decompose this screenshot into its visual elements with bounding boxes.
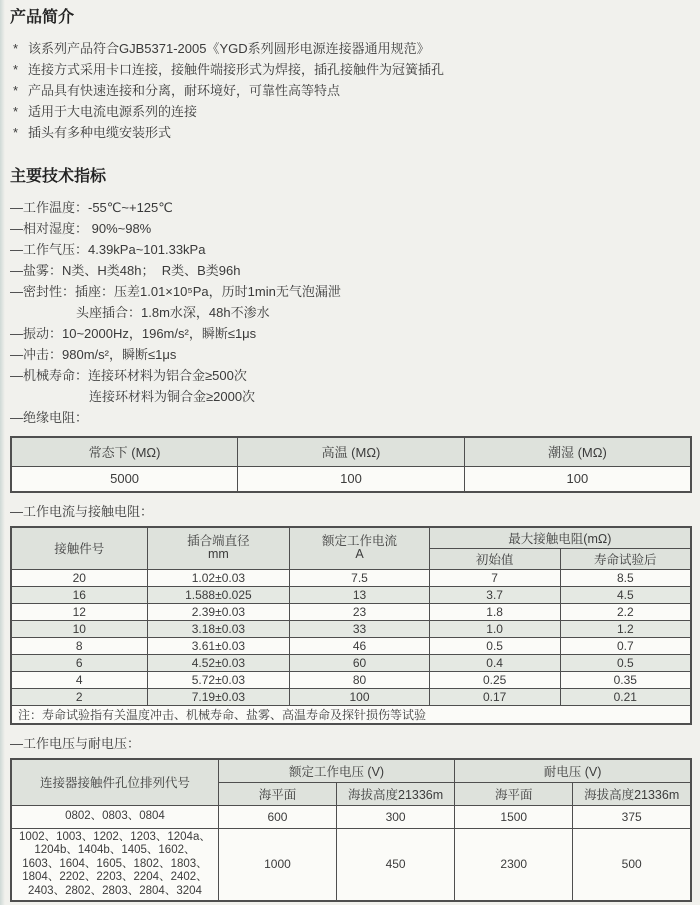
table-cell: 100 [290, 688, 429, 705]
table-row [11, 569, 691, 586]
table-cell: 0.21 [560, 688, 691, 705]
table-cell: 7.5 [290, 569, 429, 586]
th-rated-current-line1: 额定工作电流 [321, 534, 397, 549]
table-cell: 0.17 [429, 688, 560, 705]
asterisk-bullet-icon: * [13, 41, 19, 56]
table-cell: 7 [429, 569, 560, 586]
spec-line: —密封性：插座：压差1.01×10⁵Pa，历时1min无气泡漏泄 [10, 284, 341, 299]
table-cell: 100 [464, 466, 691, 492]
working-withstand-voltage-table [10, 758, 692, 902]
table-cell: 0.4 [429, 654, 560, 671]
note-text: 注：寿命试验指有关温度冲击、机械寿命、盐雾、高温寿命及探针损伤等试验 [11, 705, 691, 724]
table-cell: 3.7 [429, 586, 560, 603]
table-cell: 600 [218, 805, 336, 828]
table-cell: 1.02±0.03 [147, 569, 290, 586]
th-rated-current-line2: A [355, 547, 364, 562]
spec-line: 头座插合：1.8m水深，48h不渗水 [76, 305, 270, 320]
th-mating-diameter-line1: 插合端直径 [187, 534, 250, 549]
th-altitude-withstand: 海拔高度21336m [573, 782, 691, 805]
th-withstand-voltage: 耐电压 (V) [455, 759, 691, 782]
table-cell: 0.25 [429, 671, 560, 688]
spec-line: —工作气压：4.39kPa~101.33kPa [10, 242, 206, 257]
table-cell: 13 [290, 586, 429, 603]
arrangement-codes-cell: 0802、0803、0804 [11, 805, 218, 828]
intro-bullet-text: 该系列产品符合GJB5371-2005《YGD系列圆形电源连接器通用规范》 [28, 41, 430, 56]
table-row [11, 805, 691, 828]
intro-title: 产品简介 [10, 9, 75, 26]
spec-line: —相对湿度： 90%~98% [10, 221, 152, 236]
table-cell: 1.2 [560, 620, 691, 637]
th-altitude-rated: 海拔高度21336m [337, 782, 455, 805]
table-cell: 450 [337, 828, 455, 901]
table-cell: 4.52±0.03 [147, 654, 290, 671]
asterisk-bullet-icon: * [13, 104, 19, 119]
intro-bullet-text: 连接方式采用卡口连接，接触件端接形式为焊接，插孔接触件为冠簧插孔 [28, 62, 445, 77]
table-header-cell: 高温 (MΩ) [238, 437, 465, 466]
table-cell: 33 [290, 620, 429, 637]
table-cell: 2 [11, 688, 147, 705]
table-cell: 1500 [455, 805, 573, 828]
table-row [11, 637, 691, 654]
table-cell: 3.18±0.03 [147, 620, 290, 637]
th-sea-level-rated: 海平面 [218, 782, 336, 805]
table-header-row [11, 527, 691, 548]
table-row [11, 688, 691, 705]
th-mating-diameter-line2: mm [207, 547, 229, 562]
table-cell: 8 [11, 637, 147, 654]
table-header-row [11, 759, 691, 782]
intro-bullet-list [10, 38, 692, 143]
table-header-cell: 常态下 (MΩ) [11, 437, 238, 466]
table-cell: 1.588±0.025 [147, 586, 290, 603]
spec-line: —冲击：980m/s²，瞬断≤1μs [10, 347, 177, 362]
voltage-table-label: —工作电压与耐电压： [10, 736, 141, 751]
table-cell: 5.72±0.03 [147, 671, 290, 688]
th-max-contact-resistance: 最大接触电阻(mΩ) [429, 527, 691, 548]
intro-bullet [10, 80, 692, 101]
table-cell: 300 [337, 805, 455, 828]
table-cell: 12 [11, 603, 147, 620]
table-cell: 80 [290, 671, 429, 688]
spec-list [10, 197, 692, 407]
table-cell: 1.0 [429, 620, 560, 637]
table-cell: 7.19±0.03 [147, 688, 290, 705]
intro-bullet-text: 插头有多种电缆安装形式 [28, 125, 172, 140]
table-cell: 3.61±0.03 [147, 637, 290, 654]
th-sea-level-withstand: 海平面 [455, 782, 573, 805]
spec-line: —振动：10~2000Hz，196m/s²，瞬断≤1μs [10, 326, 257, 341]
spec-line: —工作温度：-55℃~+125℃ [10, 200, 173, 215]
table-cell: 20 [11, 569, 147, 586]
table-cell: 10 [11, 620, 147, 637]
th-after-life-test: 寿命试验后 [560, 548, 691, 569]
table-cell: 2.2 [560, 603, 691, 620]
spec-line: 连接环材料为铜合金≥2000次 [89, 389, 256, 404]
table-row [11, 828, 691, 901]
table-cell: 60 [290, 654, 429, 671]
th-rated-working-voltage: 额定工作电压 (V) [218, 759, 454, 782]
table-cell: 23 [290, 603, 429, 620]
table-cell: 16 [11, 586, 147, 603]
table-cell: 6 [11, 654, 147, 671]
th-rated-current [290, 527, 429, 569]
spec-line: —盐雾：N类、H类48h； R类、B类96h [10, 263, 241, 278]
note-row [11, 705, 691, 724]
th-initial-value: 初始值 [429, 548, 560, 569]
table-row [11, 654, 691, 671]
table-cell: 0.5 [560, 654, 691, 671]
spec-line: —机械寿命：连接环材料为铝合金≥500次 [10, 368, 247, 383]
table-header-row [11, 437, 691, 466]
table-cell: 0.35 [560, 671, 691, 688]
table-cell: 375 [573, 805, 691, 828]
arrangement-codes-cell: 1002、1003、1202、1203、1204a、1204b、1404b、1405、1602、1603、1604、1605、1802、1803、1804、2202、2203、2204、2402、2403、2802、2803、2804、3204 [11, 828, 218, 901]
intro-bullet [10, 101, 692, 122]
th-contact-number: 接触件号 [11, 527, 147, 569]
asterisk-bullet-icon: * [13, 83, 19, 98]
current-table-label: —工作电流与接触电阻： [10, 504, 154, 519]
specs-title: 主要技术指标 [10, 168, 107, 185]
insulation-resistance-table [10, 436, 692, 493]
intro-bullet-text: 产品具有快速连接和分离，耐环境好，可靠性高等特点 [28, 83, 341, 98]
table-cell: 5000 [11, 466, 238, 492]
intro-bullet [10, 38, 692, 59]
table-cell: 1000 [218, 828, 336, 901]
table-cell: 500 [573, 828, 691, 901]
asterisk-bullet-icon: * [13, 62, 19, 77]
table-cell: 100 [238, 466, 465, 492]
table-cell: 2.39±0.03 [147, 603, 290, 620]
intro-bullet [10, 59, 692, 80]
table-row [11, 620, 691, 637]
table-row [11, 466, 691, 492]
th-hole-arrangement-code: 连接器接触件孔位排列代号 [11, 759, 218, 805]
table-header-cell: 潮湿 (MΩ) [464, 437, 691, 466]
table-cell: 0.5 [429, 637, 560, 654]
table-row [11, 603, 691, 620]
insulation-table-label: —绝缘电阻： [10, 410, 89, 425]
table-cell: 4.5 [560, 586, 691, 603]
current-contact-resistance-table [10, 526, 692, 725]
table-cell: 0.7 [560, 637, 691, 654]
intro-bullet [10, 122, 692, 143]
table-cell: 46 [290, 637, 429, 654]
table-row [11, 671, 691, 688]
intro-bullet-text: 适用于大电流电源系列的连接 [28, 104, 198, 119]
table-cell: 2300 [455, 828, 573, 901]
table-cell: 4 [11, 671, 147, 688]
asterisk-bullet-icon: * [13, 125, 19, 140]
table-cell: 1.8 [429, 603, 560, 620]
table-row [11, 586, 691, 603]
table-cell: 8.5 [560, 569, 691, 586]
th-mating-diameter [147, 527, 290, 569]
